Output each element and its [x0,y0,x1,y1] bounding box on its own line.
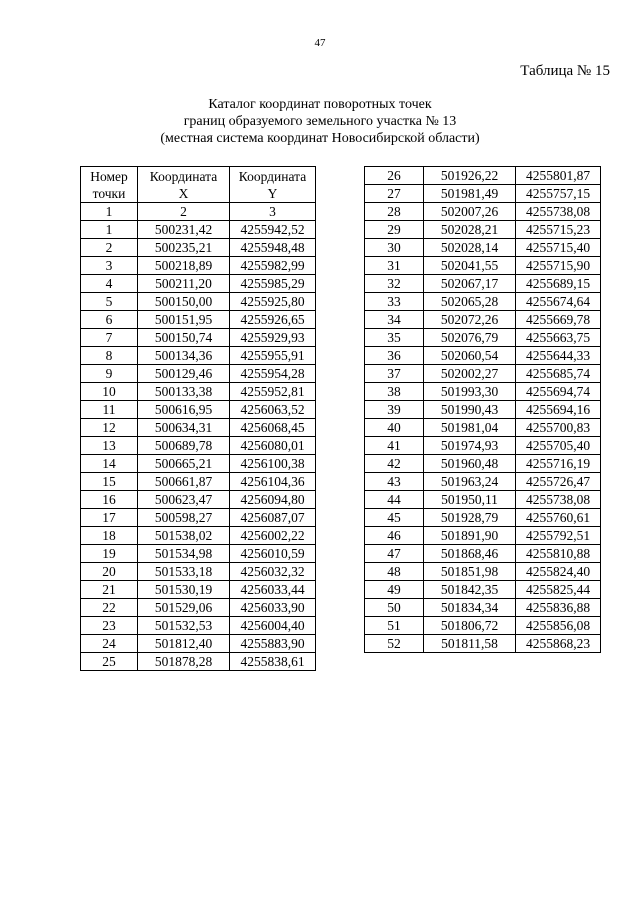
coordinate-x-cell: 500665,21 [138,455,230,473]
table-row [365,347,601,365]
table-row [81,617,316,635]
point-number-cell: 49 [365,581,424,599]
table-row [365,401,601,419]
coordinate-x-cell: 501851,98 [424,563,516,581]
coordinate-x-cell: 502076,79 [424,329,516,347]
table-row [81,455,316,473]
table-row [81,239,316,257]
point-number-cell: 23 [81,617,138,635]
coordinate-y-cell: 4255760,61 [516,509,601,527]
coordinate-x-cell: 501533,18 [138,563,230,581]
point-number-cell: 36 [365,347,424,365]
point-number-cell: 14 [81,455,138,473]
coordinate-y-cell: 4256033,90 [230,599,316,617]
coordinate-y-cell: 4255868,23 [516,635,601,653]
coordinate-x-cell: 501928,79 [424,509,516,527]
coordinate-y-cell: 4256094,80 [230,491,316,509]
table-row [365,563,601,581]
point-number-cell: 33 [365,293,424,311]
point-number-cell: 21 [81,581,138,599]
table-row [365,203,601,221]
point-number-cell: 26 [365,167,424,185]
document-title [0,96,640,147]
coordinate-x-cell: 502041,55 [424,257,516,275]
table-row [365,257,601,275]
coordinate-x-cell: 501926,22 [424,167,516,185]
table-row [365,167,601,185]
coordinate-y-cell: 4255985,29 [230,275,316,293]
coordinate-x-cell: 500231,42 [138,221,230,239]
table-row [365,617,601,635]
coordinate-x-cell: 501530,19 [138,581,230,599]
point-number-cell: 22 [81,599,138,617]
coordinate-x-cell: 501842,35 [424,581,516,599]
point-number-cell: 8 [81,347,138,365]
table-row [81,257,316,275]
table-row [365,383,601,401]
coordinate-y-cell: 4256087,07 [230,509,316,527]
point-number-cell: 31 [365,257,424,275]
coordinate-x-cell: 502028,21 [424,221,516,239]
table-row [81,653,316,671]
column-index: 3 [230,203,316,221]
coordinate-y-cell: 4255700,83 [516,419,601,437]
coordinate-y-cell: 4255738,08 [516,203,601,221]
coordinate-x-cell: 502065,28 [424,293,516,311]
table-row [365,437,601,455]
point-number-cell: 12 [81,419,138,437]
coordinate-x-cell: 500150,74 [138,329,230,347]
point-number-cell: 27 [365,185,424,203]
coordinate-x-cell: 500150,00 [138,293,230,311]
coordinate-y-cell: 4255926,65 [230,311,316,329]
table-row [365,365,601,383]
column-index: 1 [81,203,138,221]
coordinate-y-cell: 4255954,28 [230,365,316,383]
coordinate-x-cell: 501993,30 [424,383,516,401]
coordinate-x-cell: 500623,47 [138,491,230,509]
table-row [81,347,316,365]
point-number-cell: 52 [365,635,424,653]
coordinate-y-cell: 4255715,40 [516,239,601,257]
table-row [81,221,316,239]
table-row [365,491,601,509]
coordinate-x-cell: 501990,43 [424,401,516,419]
coordinate-x-cell: 501950,11 [424,491,516,509]
table-row [365,527,601,545]
point-number-cell: 19 [81,545,138,563]
coordinate-y-cell: 4255685,74 [516,365,601,383]
coordinate-x-cell: 502072,26 [424,311,516,329]
point-number-cell: 7 [81,329,138,347]
point-number-cell: 6 [81,311,138,329]
coordinate-y-cell: 4255674,64 [516,293,601,311]
coordinate-y-cell: 4255982,99 [230,257,316,275]
table-row [81,437,316,455]
point-number-cell: 5 [81,293,138,311]
coordinate-y-cell: 4255925,80 [230,293,316,311]
table-row [81,527,316,545]
column-index-row [81,203,316,221]
table-row [365,509,601,527]
table-label: Таблица № 15 [520,63,610,79]
table-header-row [81,167,316,203]
table-row [81,545,316,563]
coordinate-y-cell: 4256002,22 [230,527,316,545]
table-row [365,329,601,347]
table-row [81,581,316,599]
table-row [81,473,316,491]
coordinate-y-cell: 4255792,51 [516,527,601,545]
coordinate-y-cell: 4255948,48 [230,239,316,257]
coordinate-x-cell: 500661,87 [138,473,230,491]
table-row [81,419,316,437]
table-row [365,599,601,617]
coordinate-x-cell: 501963,24 [424,473,516,491]
header-coordinate-x: Координата X [138,167,230,203]
table-row [81,401,316,419]
point-number-cell: 15 [81,473,138,491]
coordinate-y-cell: 4256010,59 [230,545,316,563]
table-row [81,365,316,383]
point-number-cell: 24 [81,635,138,653]
point-number-cell: 4 [81,275,138,293]
coordinate-y-cell: 4255715,90 [516,257,601,275]
table-row [365,293,601,311]
table-row [365,581,601,599]
coordinate-y-cell: 4255836,88 [516,599,601,617]
point-number-cell: 50 [365,599,424,617]
point-number-cell: 42 [365,455,424,473]
table-row [81,599,316,617]
coordinate-x-cell: 501868,46 [424,545,516,563]
coordinate-x-cell: 500598,27 [138,509,230,527]
point-number-cell: 44 [365,491,424,509]
header-point-number: Номер точки [81,167,138,203]
point-number-cell: 13 [81,437,138,455]
point-number-cell: 48 [365,563,424,581]
coordinate-y-cell: 4255715,23 [516,221,601,239]
table-row [365,275,601,293]
point-number-cell: 3 [81,257,138,275]
point-number-cell: 43 [365,473,424,491]
point-number-cell: 37 [365,365,424,383]
coordinate-x-cell: 501960,48 [424,455,516,473]
coordinate-x-cell: 501981,04 [424,419,516,437]
coordinate-y-cell: 4255716,19 [516,455,601,473]
coordinate-y-cell: 4256100,38 [230,455,316,473]
column-index: 2 [138,203,230,221]
title-line: (местная система координат Новосибирской области) [160,131,480,146]
coordinate-x-cell: 500211,20 [138,275,230,293]
table-row [365,185,601,203]
coordinate-y-cell: 4255856,08 [516,617,601,635]
table-row [365,545,601,563]
point-number-cell: 35 [365,329,424,347]
point-number-cell: 38 [365,383,424,401]
point-number-cell: 41 [365,437,424,455]
coordinate-x-cell: 500218,89 [138,257,230,275]
point-number-cell: 2 [81,239,138,257]
table-row [81,563,316,581]
coordinate-y-cell: 4255825,44 [516,581,601,599]
point-number-cell: 45 [365,509,424,527]
title-line: границ образуемого земельного участка № 13 [183,114,457,129]
coordinate-x-cell: 500235,21 [138,239,230,257]
coordinate-x-cell: 500134,36 [138,347,230,365]
coordinate-x-cell: 502067,17 [424,275,516,293]
coordinate-x-cell: 500689,78 [138,437,230,455]
coordinate-y-cell: 4255883,90 [230,635,316,653]
table-row [81,329,316,347]
point-number-cell: 29 [365,221,424,239]
table-row [365,455,601,473]
coordinate-x-cell: 500129,46 [138,365,230,383]
coordinate-y-cell: 4255694,74 [516,383,601,401]
coordinate-x-cell: 502028,14 [424,239,516,257]
point-number-cell: 17 [81,509,138,527]
left-table-body [81,221,316,671]
coordinate-x-cell: 500151,95 [138,311,230,329]
coordinate-x-cell: 501981,49 [424,185,516,203]
coordinate-y-cell: 4255694,16 [516,401,601,419]
coordinate-x-cell: 501834,34 [424,599,516,617]
coordinate-y-cell: 4255955,91 [230,347,316,365]
table-row [81,383,316,401]
coordinate-x-cell: 501812,40 [138,635,230,653]
point-number-cell: 32 [365,275,424,293]
coordinate-x-cell: 500634,31 [138,419,230,437]
coordinate-y-cell: 4256033,44 [230,581,316,599]
title-line: Каталог координат поворотных точек [208,97,432,112]
coordinate-x-cell: 502060,54 [424,347,516,365]
point-number-cell: 20 [81,563,138,581]
table-row [81,491,316,509]
point-number-cell: 34 [365,311,424,329]
point-number-cell: 11 [81,401,138,419]
coordinate-y-cell: 4255663,75 [516,329,601,347]
header-coordinate-y: Координата Y [230,167,316,203]
point-number-cell: 18 [81,527,138,545]
point-number-cell: 9 [81,365,138,383]
coordinates-table-right [364,166,601,653]
coordinates-table-left [80,166,316,671]
table-row [365,473,601,491]
coordinate-x-cell: 501891,90 [424,527,516,545]
table-row [81,311,316,329]
point-number-cell: 46 [365,527,424,545]
coordinate-y-cell: 4256080,01 [230,437,316,455]
table-row [81,635,316,653]
coordinate-x-cell: 500616,95 [138,401,230,419]
coordinate-y-cell: 4256032,32 [230,563,316,581]
coordinate-x-cell: 501529,06 [138,599,230,617]
coordinate-x-cell: 501806,72 [424,617,516,635]
coordinate-y-cell: 4255738,08 [516,491,601,509]
point-number-cell: 10 [81,383,138,401]
coordinate-y-cell: 4256104,36 [230,473,316,491]
coordinate-y-cell: 4256004,40 [230,617,316,635]
coordinate-y-cell: 4255689,15 [516,275,601,293]
coordinate-x-cell: 501532,53 [138,617,230,635]
table-row [365,635,601,653]
point-number-cell: 1 [81,221,138,239]
coordinate-x-cell: 501538,02 [138,527,230,545]
coordinate-y-cell: 4255824,40 [516,563,601,581]
coordinate-y-cell: 4256063,52 [230,401,316,419]
coordinate-x-cell: 501878,28 [138,653,230,671]
coordinate-y-cell: 4256068,45 [230,419,316,437]
coordinate-y-cell: 4255669,78 [516,311,601,329]
table-row [365,419,601,437]
point-number-cell: 39 [365,401,424,419]
coordinate-x-cell: 501811,58 [424,635,516,653]
coordinate-y-cell: 4255838,61 [230,653,316,671]
coordinate-x-cell: 501974,93 [424,437,516,455]
point-number-cell: 51 [365,617,424,635]
table-row [365,239,601,257]
table-row [81,509,316,527]
point-number-cell: 40 [365,419,424,437]
table-row [365,221,601,239]
point-number-cell: 47 [365,545,424,563]
coordinate-y-cell: 4255801,87 [516,167,601,185]
coordinate-y-cell: 4255757,15 [516,185,601,203]
coordinate-x-cell: 500133,38 [138,383,230,401]
coordinate-x-cell: 502002,27 [424,365,516,383]
table-row [365,311,601,329]
coordinate-y-cell: 4255644,33 [516,347,601,365]
table-row [81,293,316,311]
point-number-cell: 25 [81,653,138,671]
right-table-body [365,167,601,653]
point-number-cell: 28 [365,203,424,221]
coordinate-x-cell: 502007,26 [424,203,516,221]
coordinate-y-cell: 4255705,40 [516,437,601,455]
coordinate-y-cell: 4255942,52 [230,221,316,239]
coordinate-y-cell: 4255810,88 [516,545,601,563]
coordinate-y-cell: 4255929,93 [230,329,316,347]
coordinate-y-cell: 4255726,47 [516,473,601,491]
coordinate-y-cell: 4255952,81 [230,383,316,401]
point-number-cell: 30 [365,239,424,257]
coordinate-x-cell: 501534,98 [138,545,230,563]
point-number-cell: 16 [81,491,138,509]
page-number: 47 [314,37,326,49]
table-row [81,275,316,293]
